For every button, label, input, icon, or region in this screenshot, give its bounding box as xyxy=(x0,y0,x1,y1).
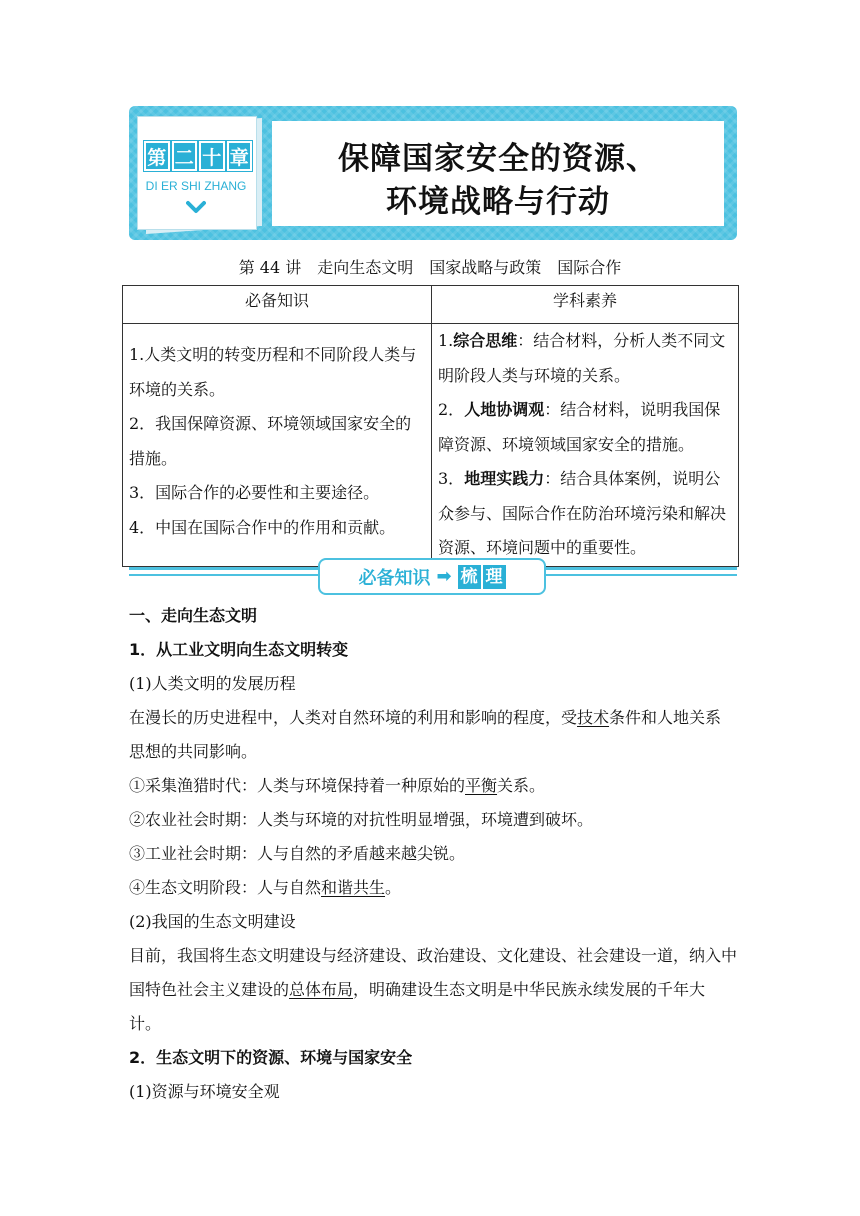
literacy-cell xyxy=(432,324,739,567)
chapter-pinyin: DI ER SHI ZHANG xyxy=(145,179,247,193)
text-span: ，明确建设生态文明是中华民族永续发展的千年大计。 xyxy=(129,980,706,1033)
list-item xyxy=(129,769,737,803)
text-span: 。 xyxy=(385,878,402,897)
subsection-heading: 1．从工业文明向生态文明转变 xyxy=(129,640,349,659)
chevron-down-icon xyxy=(186,198,206,218)
literacy-text: ：结合材料，说明我国保障资源、环境领域国家安全的措施。 xyxy=(438,400,721,454)
paragraph-title: (1)人类文明的发展历程 xyxy=(129,674,296,693)
chapter-title-line-2: 环境战略与行动 xyxy=(386,184,610,220)
knowledge-item: 4．中国在国际合作中的作用和贡献。 xyxy=(129,517,396,537)
underlined-term: 平衡 xyxy=(465,776,498,795)
literacy-key: 人地协调观 xyxy=(464,400,545,419)
table-header-row xyxy=(123,286,739,324)
paragraph-title: (1)资源与环境安全观 xyxy=(129,1082,280,1101)
literacy-key: 地理实践力 xyxy=(464,469,545,488)
paragraph xyxy=(129,939,737,1041)
knowledge-item: 3．国际合作的必要性和主要途径。 xyxy=(129,483,380,502)
list-item: ③工业社会时期：人与自然的矛盾越来越尖锐。 xyxy=(129,844,466,863)
text-span: 在漫长的历史进程中，人类对自然环境的利用和影响的程度，受 xyxy=(129,708,578,727)
subsection-heading: 2．生态文明下的资源、环境与国家安全 xyxy=(129,1048,413,1067)
underlined-term: 技术 xyxy=(577,708,610,727)
section-heading: 一、走向生态文明 xyxy=(129,606,258,625)
table-row xyxy=(123,324,739,567)
chapter-badge-char: 二 xyxy=(172,141,198,171)
text-span: ①采集渔猎时代：人类与环境保持着一种原始的 xyxy=(129,776,466,795)
text-span: 条件和人地关系思想的共同影响。 xyxy=(129,708,722,761)
underlined-term: 总体布局 xyxy=(289,980,354,999)
chapter-title-line-1: 保障国家安全的资源、 xyxy=(338,141,658,177)
literacy-text: ：结合材料，分析人类不同文明阶段人类与环境的关系。 xyxy=(438,331,726,385)
literacy-key: 综合思维 xyxy=(453,331,518,350)
chapter-badge xyxy=(144,141,252,171)
literacy-item xyxy=(438,462,732,566)
paragraph-title: (2)我国的生态文明建设 xyxy=(129,912,296,931)
knowledge-cell xyxy=(123,324,432,567)
divider-left-text: 必备知识 xyxy=(358,567,431,589)
table-header-knowledge: 必备知识 xyxy=(123,286,432,324)
arrow-right-icon: ➡ xyxy=(436,566,452,587)
paragraph xyxy=(129,701,737,769)
requirements-table xyxy=(122,285,739,567)
literacy-num: 3． xyxy=(438,469,465,488)
knowledge-item: 1.人类文明的转变历程和不同阶段人类与环境的关系。 xyxy=(129,345,417,399)
text-span: 关系。 xyxy=(497,776,546,795)
section-divider-label xyxy=(318,558,546,595)
divider-right-char: 理 xyxy=(483,565,506,589)
literacy-num: 1. xyxy=(438,331,454,350)
lecture-title: 第 44 讲 走向生态文明 国家战略与政策 国际合作 xyxy=(238,258,622,277)
divider-right-box xyxy=(458,565,506,589)
list-item xyxy=(129,871,737,905)
underlined-term: 和谐共生 xyxy=(321,878,386,897)
table-header-literacy: 学科素养 xyxy=(432,286,739,324)
divider-right-char: 梳 xyxy=(458,565,481,589)
main-content xyxy=(129,599,737,1109)
chapter-badge-char: 章 xyxy=(227,141,253,171)
literacy-item xyxy=(438,393,732,462)
literacy-text: ：结合具体案例，说明公众参与、国际合作在防治环境污染和解决资源、环境问题中的重要性。 xyxy=(438,469,727,557)
list-item: ②农业社会时期：人类与环境的对抗性明显增强，环境遭到破坏。 xyxy=(129,810,594,829)
literacy-item xyxy=(438,324,732,393)
literacy-num: 2． xyxy=(438,400,465,419)
chapter-badge-char: 十 xyxy=(199,141,225,171)
text-span: ④生态文明阶段：人与自然 xyxy=(129,878,322,897)
chapter-badge-char: 第 xyxy=(144,141,170,171)
knowledge-item: 2．我国保障资源、环境领域国家安全的措施。 xyxy=(129,414,412,468)
text-span: 目前，我国将生态文明建设与经济建设、政治建设、文化建设、社会建设一道，纳入中国特色社会主义建设的 xyxy=(129,946,738,999)
